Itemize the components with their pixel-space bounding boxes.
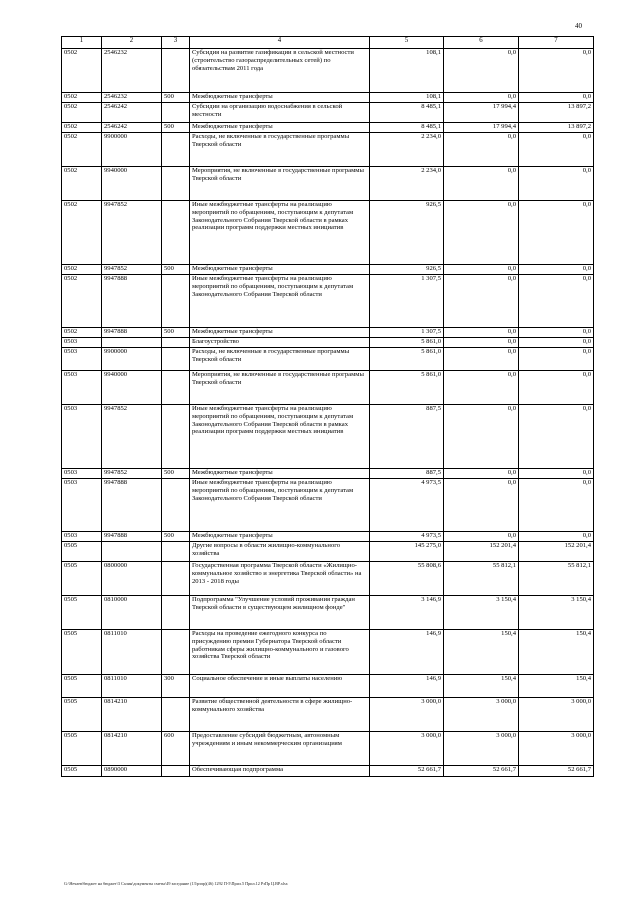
expense-type-code [162, 542, 190, 562]
amount-year-3: 52 661,7 [519, 766, 594, 777]
amount-year-3: 0,0 [519, 93, 594, 103]
section-code: 0503 [62, 348, 102, 371]
amount-year-3: 3 150,4 [519, 596, 594, 630]
table-row [62, 123, 594, 133]
amount-year-2: 0,0 [444, 469, 519, 479]
item-name: Межбюджетные трансферты [190, 265, 370, 275]
target-article-code: 0814210 [102, 698, 162, 732]
table-row [62, 562, 594, 596]
target-article-code: 2546242 [102, 123, 162, 133]
item-name: Мероприятия, не включенные в государственные программы Тверской области [190, 167, 370, 201]
column-header: 5 [370, 37, 444, 49]
section-code: 0502 [62, 275, 102, 328]
amount-year-3: 0,0 [519, 348, 594, 371]
amount-year-1: 3 000,0 [370, 698, 444, 732]
table-row [62, 338, 594, 348]
target-article-code: 9947888 [102, 275, 162, 328]
amount-year-1: 108,1 [370, 49, 444, 93]
target-article-code: 9947852 [102, 469, 162, 479]
expense-type-code [162, 698, 190, 732]
amount-year-2: 52 661,7 [444, 766, 519, 777]
section-code: 0503 [62, 532, 102, 542]
column-header: 3 [162, 37, 190, 49]
item-name: Предоставление субсидий бюджетным, автономным учреждениям и иным некоммерческим организациям [190, 732, 370, 766]
amount-year-1: 3 146,9 [370, 596, 444, 630]
amount-year-1: 146,9 [370, 675, 444, 698]
item-name: Иные межбюджетные трансферты на реализацию мероприятий по обращениям, поступающим к депутатам Законодательного Собрания Тверской области [190, 275, 370, 328]
amount-year-1: 887,5 [370, 405, 444, 469]
item-name: Межбюджетные трансферты [190, 469, 370, 479]
target-article-code [102, 542, 162, 562]
item-name: Мероприятия, не включенные в государственные программы Тверской области [190, 371, 370, 405]
amount-year-2: 0,0 [444, 275, 519, 328]
target-article-code: 9947852 [102, 201, 162, 265]
amount-year-2: 0,0 [444, 49, 519, 93]
amount-year-2: 17 994,4 [444, 103, 519, 123]
target-article-code: 0814210 [102, 732, 162, 766]
section-code: 0502 [62, 123, 102, 133]
item-name: Расходы, не включенные в государственные программы Тверской области [190, 348, 370, 371]
column-header: 2 [102, 37, 162, 49]
table-row [62, 348, 594, 371]
amount-year-3: 0,0 [519, 479, 594, 532]
table-row [62, 405, 594, 469]
amount-year-2: 0,0 [444, 201, 519, 265]
table-row [62, 698, 594, 732]
section-code: 0502 [62, 167, 102, 201]
item-name: Подпрограмма "Улучшение условий проживания граждан Тверской области в существующем жилищном фонде" [190, 596, 370, 630]
section-code: 0505 [62, 675, 102, 698]
amount-year-2: 0,0 [444, 328, 519, 338]
amount-year-3: 152 201,4 [519, 542, 594, 562]
table-header-row [62, 37, 594, 49]
expense-type-code: 600 [162, 732, 190, 766]
budget-table-body [62, 37, 594, 777]
expense-type-code: 500 [162, 265, 190, 275]
amount-year-3: 55 812,1 [519, 562, 594, 596]
expense-type-code [162, 49, 190, 93]
section-code: 0503 [62, 469, 102, 479]
amount-year-2: 150,4 [444, 630, 519, 675]
item-name: Иные межбюджетные трансферты на реализацию мероприятий по обращениям, поступающим к депутатам Законодательного Собрания Тверской области в рамках реализации программ поддержки местных инициатив [190, 405, 370, 469]
target-article-code: 9900000 [102, 348, 162, 371]
amount-year-2: 3 150,4 [444, 596, 519, 630]
expense-type-code [162, 348, 190, 371]
expense-type-code [162, 562, 190, 596]
amount-year-3: 13 897,2 [519, 123, 594, 133]
page-number: 40 [575, 22, 582, 30]
amount-year-1: 8 485,1 [370, 103, 444, 123]
amount-year-1: 145 275,0 [370, 542, 444, 562]
amount-year-3: 0,0 [519, 469, 594, 479]
amount-year-2: 0,0 [444, 167, 519, 201]
table-row [62, 49, 594, 93]
item-name: Межбюджетные трансферты [190, 123, 370, 133]
table-row [62, 732, 594, 766]
amount-year-1: 1 307,5 [370, 328, 444, 338]
section-code: 0505 [62, 562, 102, 596]
table-row [62, 275, 594, 328]
table-row [62, 103, 594, 123]
amount-year-2: 3 000,0 [444, 732, 519, 766]
amount-year-2: 0,0 [444, 532, 519, 542]
amount-year-2: 0,0 [444, 371, 519, 405]
section-code: 0503 [62, 405, 102, 469]
expense-type-code [162, 167, 190, 201]
table-row [62, 479, 594, 532]
amount-year-2: 0,0 [444, 133, 519, 167]
section-code: 0502 [62, 93, 102, 103]
target-article-code: 9940000 [102, 167, 162, 201]
table-row [62, 201, 594, 265]
expense-type-code [162, 103, 190, 123]
column-header: 7 [519, 37, 594, 49]
amount-year-3: 0,0 [519, 338, 594, 348]
section-code: 0505 [62, 766, 102, 777]
amount-year-3: 0,0 [519, 532, 594, 542]
amount-year-1: 52 661,7 [370, 766, 444, 777]
amount-year-3: 3 000,0 [519, 732, 594, 766]
item-name: Расходы на проведение ежегодного конкурса по присуждению премии Губернатора Тверской области работникам сферы жилищно-коммунального и газового хозяйства Тверской области [190, 630, 370, 675]
table-row [62, 675, 594, 698]
column-header: 6 [444, 37, 519, 49]
amount-year-1: 146,9 [370, 630, 444, 675]
amount-year-2: 152 201,4 [444, 542, 519, 562]
target-article-code: 9947852 [102, 265, 162, 275]
section-code: 0502 [62, 103, 102, 123]
budget-table [61, 36, 594, 777]
target-article-code [102, 338, 162, 348]
amount-year-1: 55 808,6 [370, 562, 444, 596]
amount-year-3: 0,0 [519, 275, 594, 328]
expense-type-code [162, 133, 190, 167]
table-row [62, 265, 594, 275]
section-code: 0503 [62, 338, 102, 348]
expense-type-code: 500 [162, 123, 190, 133]
item-name: Иные межбюджетные трансферты на реализацию мероприятий по обращениям, поступающим к депутатам Законодательного Собрания Тверской области [190, 479, 370, 532]
amount-year-3: 0,0 [519, 371, 594, 405]
amount-year-3: 0,0 [519, 405, 594, 469]
table-row [62, 532, 594, 542]
expense-type-code: 500 [162, 532, 190, 542]
amount-year-1: 887,5 [370, 469, 444, 479]
item-name: Расходы, не включенные в государственные программы Тверской области [190, 133, 370, 167]
section-code: 0505 [62, 698, 102, 732]
amount-year-3: 13 897,2 [519, 103, 594, 123]
amount-year-3: 0,0 [519, 49, 594, 93]
amount-year-1: 108,1 [370, 93, 444, 103]
table-row [62, 133, 594, 167]
table-row [62, 328, 594, 338]
amount-year-1: 3 000,0 [370, 732, 444, 766]
table-row [62, 630, 594, 675]
amount-year-2: 3 000,0 [444, 698, 519, 732]
item-name: Субсидии на организацию водоснабжения в сельской местности [190, 103, 370, 123]
column-header: 1 [62, 37, 102, 49]
item-name: Обеспечивающая подпрограмма [190, 766, 370, 777]
section-code: 0505 [62, 630, 102, 675]
table-row [62, 469, 594, 479]
amount-year-3: 0,0 [519, 133, 594, 167]
target-article-code: 9947888 [102, 479, 162, 532]
section-code: 0505 [62, 542, 102, 562]
amount-year-1: 2 234,0 [370, 133, 444, 167]
target-article-code: 0811010 [102, 675, 162, 698]
target-article-code: 9947888 [102, 532, 162, 542]
amount-year-2: 0,0 [444, 93, 519, 103]
expense-type-code [162, 371, 190, 405]
amount-year-1: 926,5 [370, 201, 444, 265]
item-name: Государственная программа Тверской области «Жилищно-коммунальное хозяйство и энергетика Тверской области» на 2013 - 2018 годы [190, 562, 370, 596]
amount-year-2: 17 994,4 [444, 123, 519, 133]
expense-type-code [162, 405, 190, 469]
section-code: 0503 [62, 479, 102, 532]
amount-year-3: 3 000,0 [519, 698, 594, 732]
expense-type-code [162, 338, 190, 348]
item-name: Межбюджетные трансферты [190, 328, 370, 338]
section-code: 0502 [62, 49, 102, 93]
amount-year-3: 150,4 [519, 630, 594, 675]
amount-year-1: 4 973,5 [370, 532, 444, 542]
item-name: Иные межбюджетные трансферты на реализацию мероприятий по обращениям, поступающим к депутатам Законодательного Собрания Тверской области в рамках реализации программ поддержки местных инициатив [190, 201, 370, 265]
amount-year-1: 8 485,1 [370, 123, 444, 133]
section-code: 0502 [62, 201, 102, 265]
target-article-code: 2546232 [102, 93, 162, 103]
expense-type-code [162, 766, 190, 777]
table-row [62, 371, 594, 405]
table-row [62, 167, 594, 201]
section-code: 0503 [62, 371, 102, 405]
target-article-code: 9900000 [102, 133, 162, 167]
amount-year-1: 5 861,0 [370, 348, 444, 371]
target-article-code: 9947852 [102, 405, 162, 469]
amount-year-1: 926,5 [370, 265, 444, 275]
amount-year-1: 4 973,5 [370, 479, 444, 532]
expense-type-code [162, 596, 190, 630]
section-code: 0502 [62, 265, 102, 275]
expense-type-code [162, 630, 190, 675]
amount-year-2: 0,0 [444, 265, 519, 275]
target-article-code: 2546232 [102, 49, 162, 93]
expense-type-code [162, 201, 190, 265]
table-row [62, 596, 594, 630]
table-row [62, 542, 594, 562]
target-article-code: 2546242 [102, 103, 162, 123]
table-row [62, 93, 594, 103]
target-article-code: 9940000 [102, 371, 162, 405]
item-name: Другие вопросы в области жилищно-коммунального хозяйства [190, 542, 370, 562]
amount-year-2: 0,0 [444, 338, 519, 348]
column-header: 4 [190, 37, 370, 49]
item-name: Субсидия на развитие газификации в сельской местности (строительство газораспределительных сетей) по обязательствам 2011 года [190, 49, 370, 93]
amount-year-2: 0,0 [444, 405, 519, 469]
amount-year-2: 0,0 [444, 479, 519, 532]
item-name: Социальное обеспечение и иные выплаты населению [190, 675, 370, 698]
amount-year-3: 0,0 [519, 265, 594, 275]
section-code: 0505 [62, 732, 102, 766]
amount-year-2: 0,0 [444, 348, 519, 371]
section-code: 0502 [62, 328, 102, 338]
item-name: Межбюджетные трансферты [190, 532, 370, 542]
section-code: 0505 [62, 596, 102, 630]
target-article-code: 9947888 [102, 328, 162, 338]
amount-year-3: 0,0 [519, 328, 594, 338]
amount-year-1: 5 861,0 [370, 338, 444, 348]
item-name: Межбюджетные трансферты [190, 93, 370, 103]
target-article-code: 0800000 [102, 562, 162, 596]
expense-type-code: 500 [162, 93, 190, 103]
amount-year-1: 5 861,0 [370, 371, 444, 405]
expense-type-code [162, 479, 190, 532]
target-article-code: 0811010 [102, 630, 162, 675]
file-path-footer: G:\Нечаев\бюджет на бюджет\3 Салин\документы сметы\49 заседание (13\рзпр)(46) 1292 П-5\Прил.5 Прил.12 РзПр Ц.ВР.xlsx [64, 881, 288, 886]
section-code: 0502 [62, 133, 102, 167]
target-article-code: 0810000 [102, 596, 162, 630]
expense-type-code: 500 [162, 328, 190, 338]
table-row [62, 766, 594, 777]
item-name: Благоустройство [190, 338, 370, 348]
expense-type-code: 500 [162, 469, 190, 479]
amount-year-3: 0,0 [519, 201, 594, 265]
amount-year-2: 150,4 [444, 675, 519, 698]
target-article-code: 0890000 [102, 766, 162, 777]
amount-year-1: 1 307,5 [370, 275, 444, 328]
amount-year-1: 2 234,0 [370, 167, 444, 201]
amount-year-2: 55 812,1 [444, 562, 519, 596]
expense-type-code [162, 275, 190, 328]
expense-type-code: 300 [162, 675, 190, 698]
item-name: Развитие общественной деятельности в сфере жилищно-коммунального хозяйства [190, 698, 370, 732]
amount-year-3: 0,0 [519, 167, 594, 201]
amount-year-3: 150,4 [519, 675, 594, 698]
